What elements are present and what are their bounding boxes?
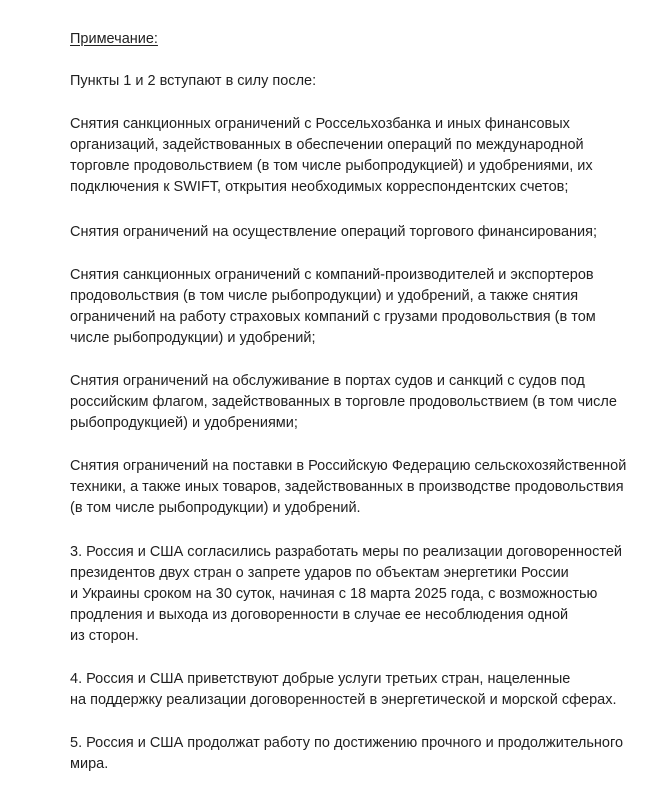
text-line: продления и выхода из договоренности в случае ее несоблюдения одной bbox=[70, 607, 569, 623]
text-line: 3. Россия и США согласились разработать меры по реализации договоренностей bbox=[70, 544, 622, 560]
condition-paragraph-3 bbox=[70, 265, 602, 349]
text-line: продовольствия (в том числе рыбопродукции) и удобрений, а также снятия bbox=[70, 288, 579, 304]
text-line: рыбопродукцией) и удобрениями; bbox=[70, 415, 298, 431]
point-4-paragraph bbox=[70, 669, 617, 711]
text-line: президентов двух стран о запрете ударов по объектам энергетики России bbox=[70, 565, 569, 581]
condition-paragraph-2 bbox=[70, 222, 602, 243]
text-line: Снятия санкционных ограничений с компаний-производителей и экспортеров bbox=[70, 267, 594, 283]
text-line: (в том числе рыбопродукции) и удобрений. bbox=[70, 500, 361, 516]
condition-paragraph-1 bbox=[70, 114, 602, 198]
text-line: на поддержку реализации договоренностей в энергетической и морской сферах. bbox=[70, 692, 617, 708]
text-line: и Украины сроком на 30 суток, начиная с 18 марта 2025 года, с возможностью bbox=[70, 586, 598, 602]
text-line: Снятия ограничений на осуществление операций торгового финансирования; bbox=[70, 224, 598, 240]
text-line: Снятия ограничений на обслуживание в портах судов и санкций с судов под bbox=[70, 373, 585, 389]
text-line: российским флагом, задействованных в торговле продовольствием (в том числе bbox=[70, 394, 617, 410]
text-line: мира. bbox=[70, 756, 109, 772]
text-line: 5. Россия и США продолжат работу по достижению прочного и продолжительного bbox=[70, 735, 624, 751]
text-line: подключения к SWIFT, открытия необходимых корреспондентских счетов; bbox=[70, 179, 569, 195]
text-line: Снятия ограничений на поставки в Российскую Федерацию сельскохозяйственной bbox=[70, 458, 627, 474]
text-line: ограничений на работу страховых компаний с грузами продовольствия (в том bbox=[70, 309, 596, 325]
condition-paragraph-5 bbox=[70, 456, 627, 519]
intro-text: Пункты 1 и 2 вступают в силу после: bbox=[70, 73, 317, 89]
text-line: Снятия санкционных ограничений с Россельхозбанка и иных финансовых bbox=[70, 116, 570, 132]
text-line: из сторон. bbox=[70, 628, 139, 644]
text-line: организаций, задействованных в обеспечении операций по международной bbox=[70, 137, 584, 153]
text-line: торговле продовольствием (в том числе рыбопродукцией) и удобрениями, их bbox=[70, 158, 593, 174]
point-5-paragraph bbox=[70, 733, 624, 775]
text-line: 4. Россия и США приветствуют добрые услуги третьих стран, нацеленные bbox=[70, 671, 571, 687]
note-title: Примечание: bbox=[70, 31, 158, 47]
condition-paragraph-4 bbox=[70, 371, 617, 434]
text-line: числе рыбопродукции) и удобрений; bbox=[70, 330, 316, 346]
point-3-paragraph bbox=[70, 542, 622, 647]
text-line: техники, а также иных товаров, задействованных в производстве продовольствия bbox=[70, 479, 624, 495]
